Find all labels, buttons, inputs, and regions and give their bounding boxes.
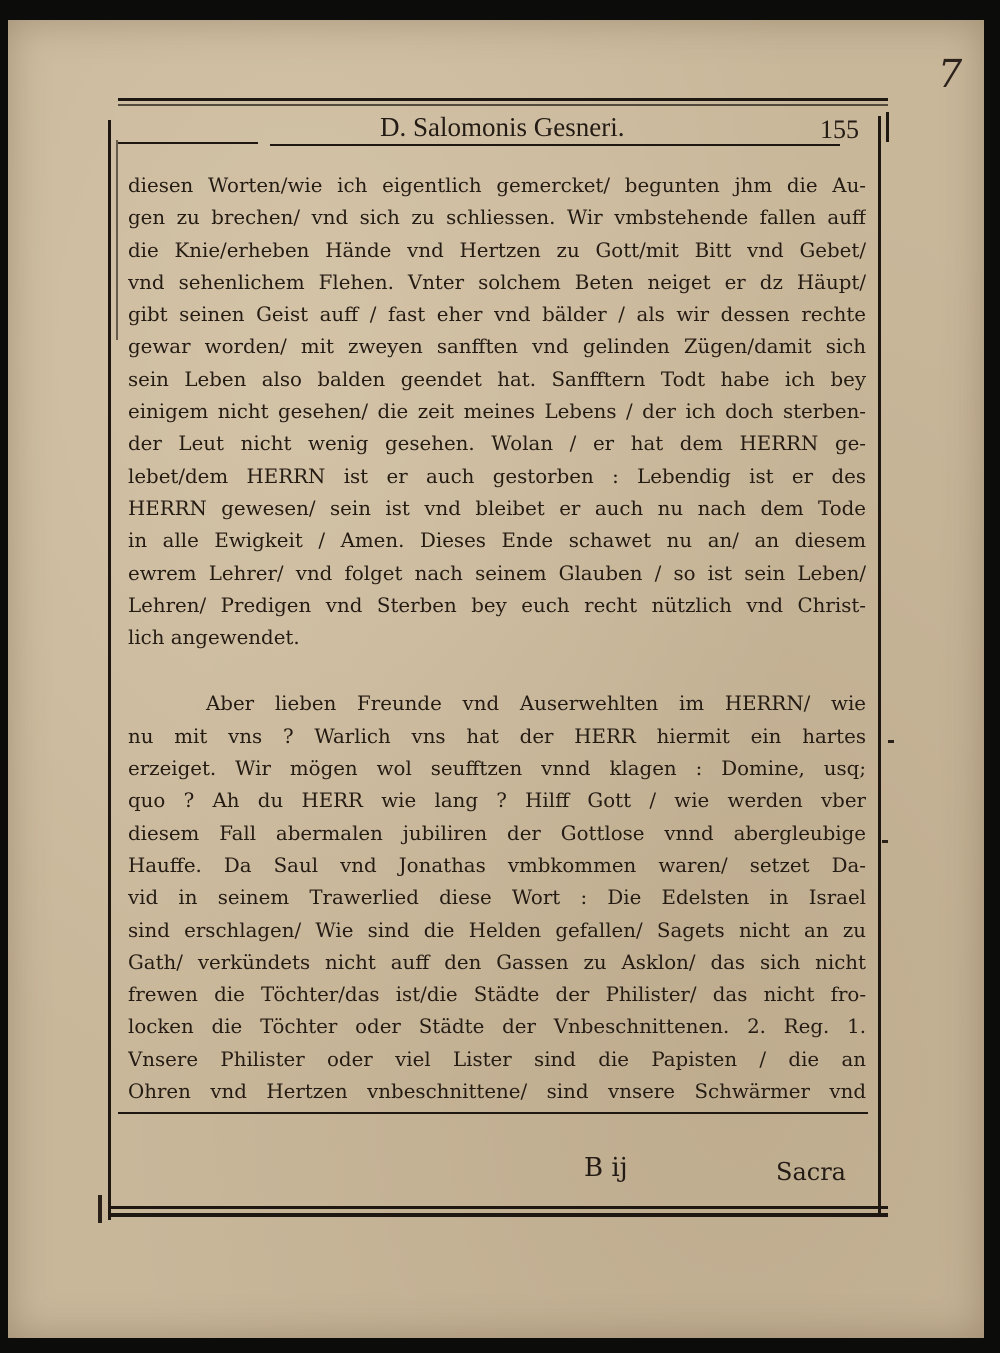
body-text (128, 170, 866, 1120)
frame-left-inner-line (116, 140, 118, 340)
text-line: nu mit vns ? Warlich vns hat der HERR hiermit ein hartes (128, 724, 866, 748)
header-rule-left (118, 142, 258, 144)
frame-left-line (108, 120, 111, 1220)
folio-number: 7 (938, 52, 963, 96)
text-line: lebet/dem HERRN ist er auch gestorben : Lebendig ist er des (128, 464, 866, 488)
text-line: frewen die Töchter/das ist/die Städte der Philister/ das nicht fro- (128, 983, 866, 1007)
text-line: sein Leben also balden geendet hat. Sanfftern Todt habe ich bey (128, 367, 866, 391)
text-line: die Knie/erheben Hände vnd Hertzen zu Gott/mit Bitt vnd Gebet/ (128, 238, 866, 262)
text-line: Ohren vnd Hertzen vnbeschnittene/ sind vnsere Schwärmer vnd (128, 1080, 866, 1104)
text-line: einigem nicht gesehen/ die zeit meines Lebens / der ich doch sterben- (128, 400, 866, 424)
header-rule-right (270, 144, 840, 146)
margin-tick (882, 840, 888, 843)
text-line: ewrem Lehrer/ vnd folget nach seinem Glauben / so ist sein Leben/ (128, 561, 866, 585)
text-line: quo ? Ah du HERR wie lang ? Hilff Gott / wie werden vber (128, 789, 866, 813)
text-line: diesen Worten/wie ich eigentlich gemercket/ begunten jhm die Au- (128, 174, 866, 197)
text-line: sind erschlagen/ Wie sind die Helden gefallen/ Sagets nicht an zu (128, 918, 866, 942)
signature-mark: B ij (584, 1153, 628, 1183)
text-line: Aber lieben Freunde vnd Auserwehlten im HERRN/ wie (206, 692, 866, 716)
paragraph (128, 688, 866, 1108)
text-line: Lehren/ Predigen vnd Sterben bey euch recht nützlich vnd Christ- (128, 593, 866, 617)
bottom-rule-lower (108, 1213, 888, 1217)
text-line: gen zu brechen/ vnd sich zu schliessen. Wir vmbstehende fallen auff (128, 206, 866, 230)
text-line: vid in seinem Trawerlied diese Wort : Die Edelsten in Israel (128, 886, 866, 910)
text-line: vnd sehenlichem Flehen. Vnter solchem Beten neiget er dz Häupt/ (128, 270, 866, 294)
margin-tick (98, 1195, 102, 1223)
catchword: Sacra (776, 1158, 846, 1186)
bottom-rule-upper (108, 1206, 888, 1209)
text-line: gibt seinen Geist auff / fast eher vnd bälder / als wir dessen rechte (128, 303, 866, 327)
text-line: Gath/ verkündets nicht auff den Gassen zu Asklon/ das sich nicht (128, 950, 866, 974)
book-page (8, 20, 984, 1338)
text-line: Hauffe. Da Saul vnd Jonathas vmbkommen waren/ setzet Da- (128, 853, 866, 877)
top-rule-upper (118, 98, 888, 101)
text-line: in alle Ewigkeit / Amen. Dieses Ende schawet nu an/ an diesem (128, 529, 866, 553)
footer-rule-upper (118, 1112, 868, 1114)
text-line: locken die Töchter oder Städte der Vnbeschnittenen. 2. Reg. 1. (128, 1015, 866, 1039)
frame-right-line (878, 116, 881, 1216)
text-line: diesem Fall abermalen jubiliren der Gottlose vnnd abergleubige (128, 821, 866, 845)
paragraph (128, 170, 866, 654)
frame-right-outer-line (886, 112, 889, 142)
page-number: 155 (820, 115, 859, 144)
running-head: D. Salomonis Gesneri. (380, 112, 625, 142)
margin-tick (888, 740, 894, 743)
text-line: gewar worden/ mit zweyen sanfften vnd gelinden Zügen/damit sich (128, 335, 866, 359)
text-line: der Leut nicht wenig gesehen. Wolan / er hat dem HERRN ge- (128, 432, 866, 456)
paragraph-gap (128, 654, 866, 688)
text-line: erzeiget. Wir mögen wol seufftzen vnnd klagen : Domine, usq; (128, 757, 866, 781)
top-rule-lower (118, 104, 888, 106)
text-line: Vnsere Philister oder viel Lister sind die Papisten / die an (128, 1047, 866, 1071)
text-line: lich angewendet. (128, 626, 300, 650)
text-line: HERRN gewesen/ sein ist vnd bleibet er auch nu nach dem Tode (128, 496, 866, 520)
